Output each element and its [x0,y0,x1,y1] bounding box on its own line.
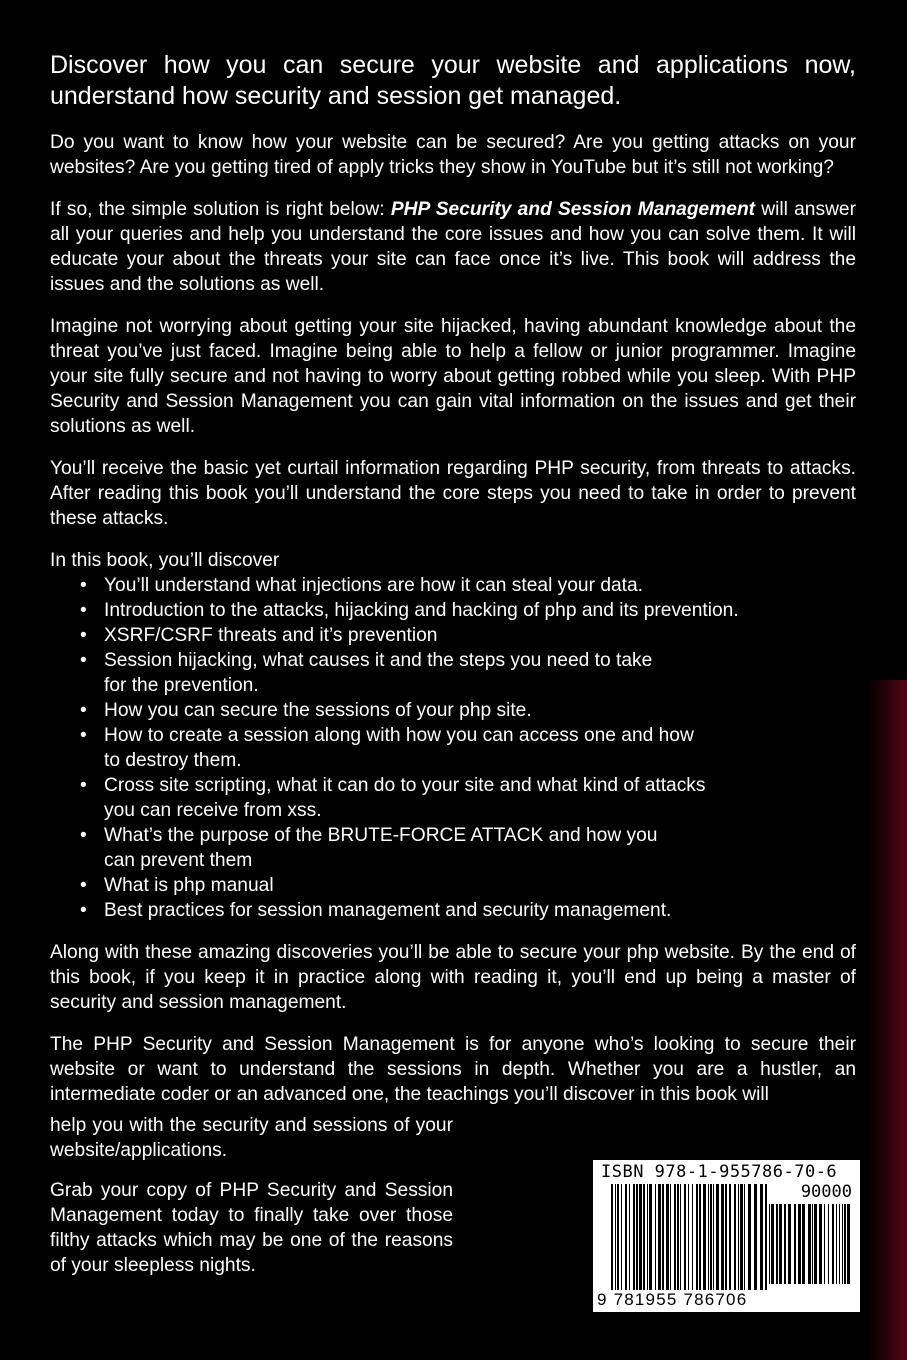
barcode-bar [819,1204,822,1284]
paragraph-receive: You’ll receive the basic yet curtail information regarding PHP security, from threats to attacks. After reading this book you’ll understand the core steps you need to take in order to prevent these attacks. [50,458,856,529]
isbn-barcode [593,1160,860,1312]
list-item [80,723,856,773]
barcode-bar [680,1184,681,1290]
barcode-bar [842,1204,843,1284]
barcode-bar [744,1184,745,1290]
barcode-bar [666,1184,669,1290]
barcode-bar [629,1184,630,1290]
list-item-text-continued: can prevent them [104,850,253,871]
bullet-dot: • [80,600,87,621]
list-item [80,698,856,723]
bullet-dot: • [80,775,87,796]
barcode-bar [649,1184,652,1290]
barcode-number: 9 781955 786706 [597,1290,748,1309]
paragraph-grab: Grab your copy of PHP Security and Session Management today to finally take over those filthy attacks which may be one of the reasons of your sleepless nights. [50,1180,453,1276]
barcode-bar [824,1204,825,1284]
paragraph-audience: The PHP Security and Session Management is for anyone who’s looking to secure their website or want to understand the sessions in depth. Whether you are a hustler, an intermediate coder or an advanced one, the teachings you’ll discover in this book will [50,1034,856,1105]
barcode-bar [708,1184,709,1290]
barcode-bar [633,1184,635,1290]
bullet-dot: • [80,700,87,721]
back-cover-text [50,50,856,1124]
barcode-bar [828,1204,829,1284]
paragraph-along: Along with these amazing discoveries you’ll be able to secure your php website. By the end of this book, if you keep it in practice along with reading it, you’ll end up being a master of security and session management. [50,942,856,1013]
list-item [80,623,856,648]
barcode-bar [725,1184,727,1290]
headline: Discover how you can secure your website and applications now, understand how security and session get managed. [50,51,856,110]
barcode-bar [639,1184,642,1290]
barcode-bar [677,1184,679,1290]
barcode-bar [643,1184,645,1290]
barcode-bar [684,1184,686,1290]
paragraph-questions: Do you want to know how your website can be secured? Are you getting attacks on your websites? Are you getting tired of apply tricks they show in YouTube but it’s still not working? [50,132,856,178]
barcode-bar [771,1204,774,1284]
barcode-bar [710,1184,712,1290]
paragraph-imagine: Imagine not worrying about getting your site hijacked, having abundant knowledge about the threat you’ve just faced. Imagine being able to help a fellow or junior programmer. Imagine your site fully secure and not having to worry about getting robbed while you sleep. With PHP Security and Session Management you can gain vital information on the issues and get their solutions as well. [50,316,856,437]
barcode-bar [658,1184,661,1290]
isbn-label: ISBN 978-1-955786-70-6 [601,1162,838,1182]
barcode-bar [647,1184,648,1290]
list-item [80,773,856,823]
list-item [80,873,856,898]
barcode-bar [847,1204,850,1284]
barcode-bar [784,1204,786,1284]
barcode-bar [808,1204,811,1284]
bullet-dot: • [80,900,87,921]
list-item-text: What’s the purpose of the BRUTE-FORCE ATTACK and how you [104,825,658,846]
barcode-bar [611,1184,613,1290]
barcode-bar [692,1184,693,1290]
barcode-bar [836,1204,837,1284]
barcode-bar [754,1184,757,1290]
solution-body: will answer all your queries and help you understand the core issues and how you can solve them. It will educate your about the threats your site can face once it’s live. This book will address the issues and the solutions as well. [50,199,856,295]
barcode-bar [802,1204,805,1284]
list-item-text-continued: for the prevention. [104,675,259,696]
barcode-bar [716,1184,719,1290]
bullet-dot: • [80,625,87,646]
bullet-dot: • [80,575,87,596]
price-barcode-bars [769,1204,855,1284]
barcode-bars [611,1184,771,1290]
bullet-dot: • [80,725,87,746]
barcode-bar [779,1204,782,1284]
barcode-bar [839,1204,840,1284]
list-item-text: What is php manual [104,875,274,896]
barcode-bar [794,1204,796,1284]
list-item-text-continued: you can receive from xss. [104,800,322,821]
barcode-bar [734,1184,736,1290]
list-item-text: How to create a session along with how you can access one and how [104,725,694,746]
barcode-bar [765,1184,767,1290]
barcode-bar [812,1204,813,1284]
paragraph-solution [50,197,856,297]
barcode-bar [699,1184,701,1290]
background-red-glow [867,680,907,1360]
list-item-text: Session hijacking, what causes it and the steps you need to take [104,650,653,671]
list-item [80,898,856,923]
list-item-text: Cross site scripting, what it can do to your site and what kind of attacks [104,775,706,796]
barcode-bar [625,1184,627,1290]
barcode-bar [814,1204,817,1284]
barcode-bar [748,1184,751,1290]
list-item [80,598,856,623]
paragraph-help: help you with the security and sessions of your website/applications. [50,1115,453,1161]
barcode-bar [636,1184,638,1290]
bullet-dot: • [80,875,87,896]
bullet-dot: • [80,825,87,846]
price-code: 90000 [800,1182,852,1202]
bullet-dot: • [80,650,87,671]
book-title-emphasis: PHP Security and Session Management [390,199,756,220]
barcode-bar [798,1204,801,1284]
barcode-bar [788,1204,791,1284]
discover-list [50,573,856,923]
barcode-bar [621,1184,622,1290]
barcode-bar [670,1184,671,1290]
barcode-bar [703,1184,706,1290]
barcode-bar [696,1184,698,1290]
barcode-bar [776,1204,778,1284]
barcode-bar [713,1184,714,1290]
list-intro: In this book, you’ll discover [50,550,280,571]
barcode-bar [760,1184,763,1290]
barcode-bar [832,1204,834,1284]
barcode-bar [674,1184,676,1290]
barcode-bar [729,1184,731,1290]
bottom-left-text [50,1113,453,1295]
barcode-bar [738,1184,739,1290]
list-item [80,648,856,698]
barcode-bar [740,1184,743,1290]
list-item-text: Introduction to the attacks, hijacking and hacking of php and its prevention. [104,600,739,621]
barcode-bar [615,1184,616,1290]
barcode-bar [655,1184,656,1290]
list-item-text: XSRF/CSRF threats and it’s prevention [104,625,438,646]
solution-intro: If so, the simple solution is right below: [50,199,391,220]
list-item-text-continued: to destroy them. [104,750,242,771]
list-item-text: You’ll understand what injections are how it can steal your data. [104,575,644,596]
list-item [80,823,856,873]
list-item-text: Best practices for session management and security management. [104,900,672,921]
barcode-bar [844,1204,846,1284]
barcode-bar [688,1184,689,1290]
barcode-bar [769,1204,770,1284]
list-item [80,573,856,598]
barcode-bar [662,1184,664,1290]
barcode-bar [617,1184,619,1290]
list-item-text: How you can secure the sessions of your php site. [104,700,532,721]
barcode-bar [721,1184,724,1290]
